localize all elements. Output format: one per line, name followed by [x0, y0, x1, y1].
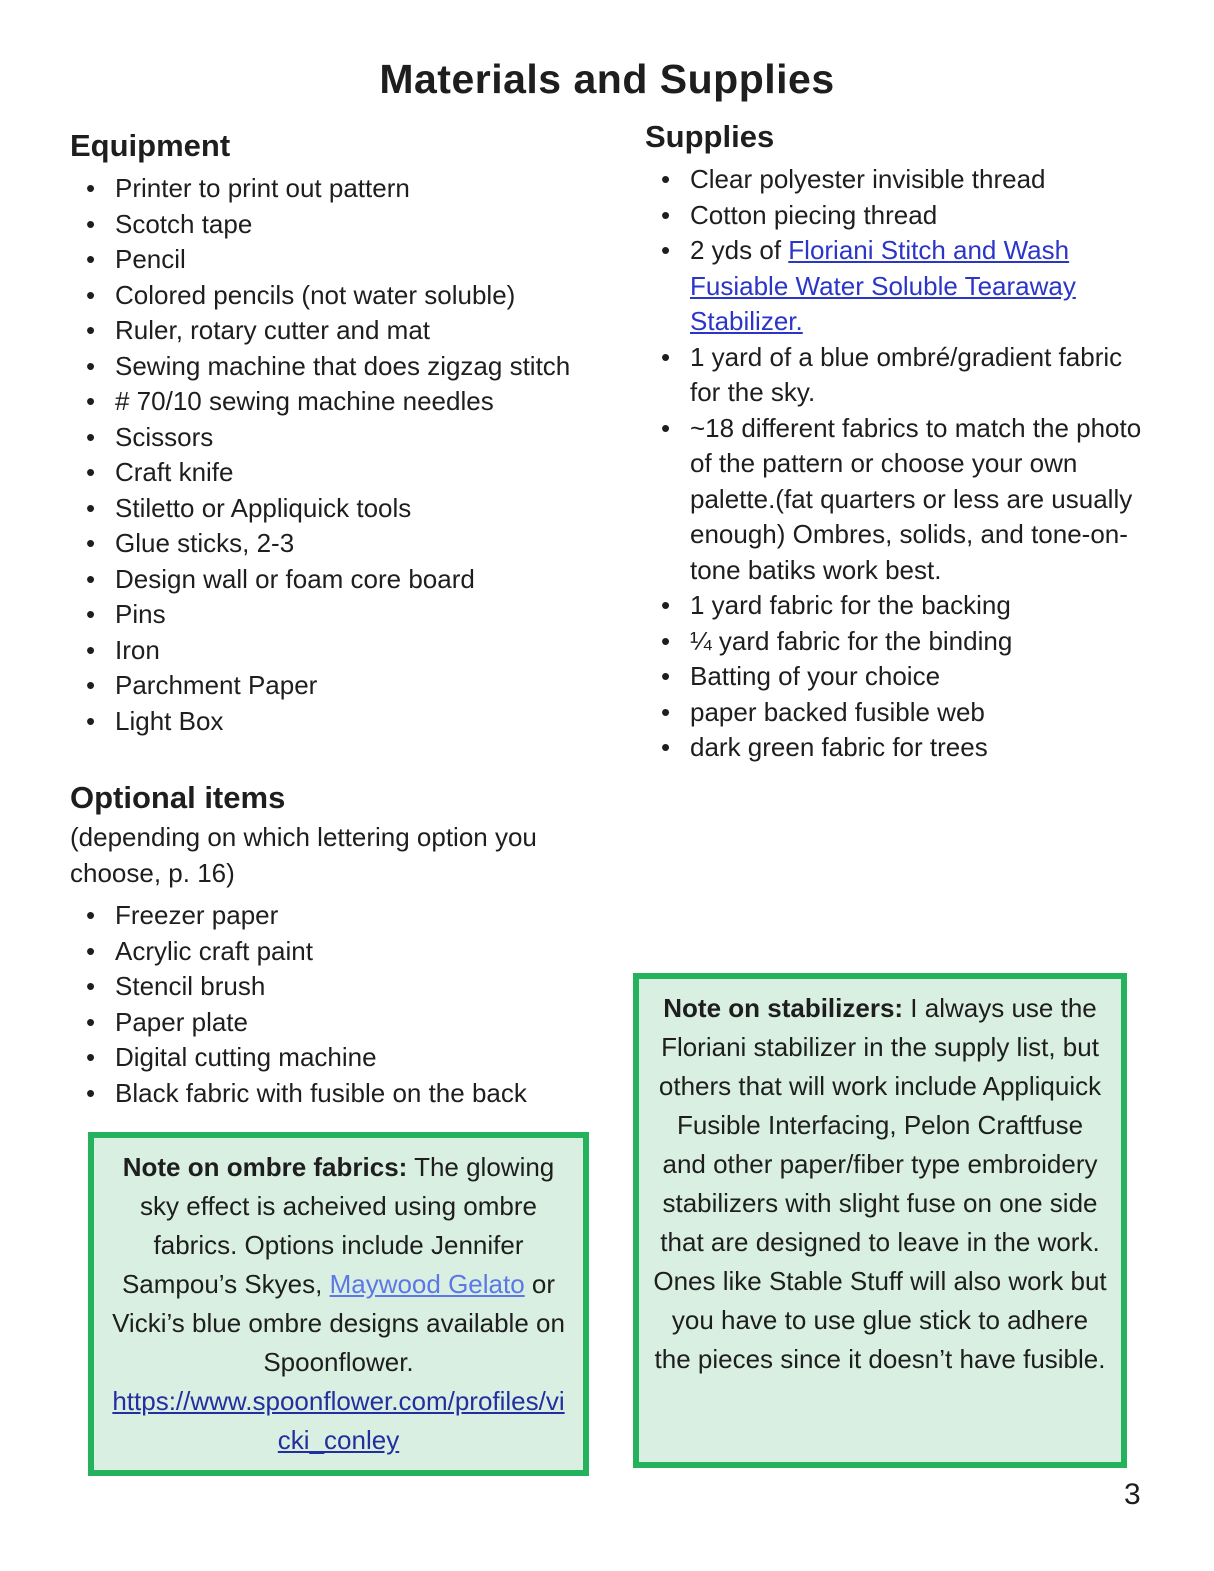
- list-item: • Light Box: [70, 704, 618, 740]
- list-item: • 1 yard of a blue ombré/gradient fabric for the sky.: [645, 340, 1147, 411]
- page-title: Materials and Supplies: [379, 56, 835, 102]
- left-column: [70, 128, 618, 1111]
- list-item: • paper backed fusible web: [645, 695, 1147, 731]
- ombre-note-lead-in: Note on ombre fabrics:: [122, 1152, 408, 1182]
- list-item: • Freezer paper: [70, 898, 618, 934]
- optional-items-section: [70, 780, 618, 1111]
- list-item: • ¼ yard fabric for the binding: [645, 624, 1147, 660]
- list-item: • Colored pencils (not water soluble): [70, 278, 618, 314]
- list-item: • Glue sticks, 2-3: [70, 526, 618, 562]
- optional-items-subheading: (depending on which lettering option you choose, p. 16): [70, 822, 537, 888]
- list-item: [645, 233, 1147, 340]
- list-item: • Parchment Paper: [70, 668, 618, 704]
- supplies-heading: Supplies: [645, 119, 775, 154]
- list-item: • Black fabric with fusible on the back: [70, 1076, 618, 1112]
- list-item: • Printer to print out pattern: [70, 171, 618, 207]
- text-segment: I always use the Floriani stabilizer in the supply list, but others that will work include Appliquick Fusible Interfacing, Pelon Craftfuse and other paper/fiber type embroidery stabilizers with slight fuse on one side that are designed to leave in the work. Ones like Stable Stuff will also work but you have to use glue stick to adhere the pieces since it doesn’t have fusible.: [653, 993, 1107, 1374]
- maywood-gelato-link[interactable]: Maywood Gelato: [329, 1269, 525, 1299]
- list-item: • Pins: [70, 597, 618, 633]
- list-item: • Iron: [70, 633, 618, 669]
- list-item: • Stencil brush: [70, 969, 618, 1005]
- optional-items-list: [70, 898, 618, 1111]
- list-item: • dark green fabric for trees: [645, 730, 1147, 766]
- supplies-section: [645, 119, 1147, 766]
- list-item: • Pencil: [70, 242, 618, 278]
- equipment-heading: Equipment: [70, 128, 231, 163]
- list-item: • Acrylic craft paint: [70, 934, 618, 970]
- list-item: • Scotch tape: [70, 207, 618, 243]
- list-item: • Craft knife: [70, 455, 618, 491]
- list-item: • Sewing machine that does zigzag stitch: [70, 349, 618, 385]
- list-item: • Stiletto or Appliquick tools: [70, 491, 618, 527]
- list-item: • Paper plate: [70, 1005, 618, 1041]
- spoonflower-profile-link[interactable]: https://www.spoonflower.com/profiles/vicki_conley: [112, 1386, 565, 1455]
- supplies-list: [645, 162, 1147, 766]
- equipment-list: [70, 171, 618, 739]
- ombre-fabrics-note-box: [88, 1132, 589, 1476]
- list-item: • ~18 different fabrics to match the photo of the pattern or choose your own palette.(fat quarters or less are usually enough) Ombres, solids, and tone-on-tone batiks work best.: [645, 411, 1147, 589]
- equipment-section: [70, 128, 618, 739]
- list-item: • 1 yard fabric for the backing: [645, 588, 1147, 624]
- list-item: • Cotton piecing thread: [645, 198, 1147, 234]
- text-segment: The glowing sky effect is acheived using ombre fabrics. Options include Jennifer Sampou’s Skyes,: [121, 1152, 555, 1299]
- list-item: • Digital cutting machine: [70, 1040, 618, 1076]
- floriani-stabilizer-link[interactable]: Floriani Stitch and Wash Fusiable Water Soluble Tearaway Stabilizer.: [690, 235, 1076, 336]
- text-segment: or Vicki’s blue ombre designs available on Spoonflower.: [112, 1269, 565, 1377]
- text-segment: 2 yds of: [690, 235, 789, 265]
- optional-items-heading: Optional items: [70, 780, 286, 815]
- list-item: • # 70/10 sewing machine needles: [70, 384, 618, 420]
- page-number: 3: [1124, 1478, 1141, 1511]
- stabilizers-note-box: [633, 973, 1127, 1468]
- stabilizer-note-lead-in: Note on stabilizers:: [663, 993, 904, 1023]
- list-item: • Clear polyester invisible thread: [645, 162, 1147, 198]
- list-item: • Design wall or foam core board: [70, 562, 618, 598]
- list-item: • Scissors: [70, 420, 618, 456]
- list-item: • Batting of your choice: [645, 659, 1147, 695]
- right-column: [645, 119, 1147, 766]
- list-item: • Ruler, rotary cutter and mat: [70, 313, 618, 349]
